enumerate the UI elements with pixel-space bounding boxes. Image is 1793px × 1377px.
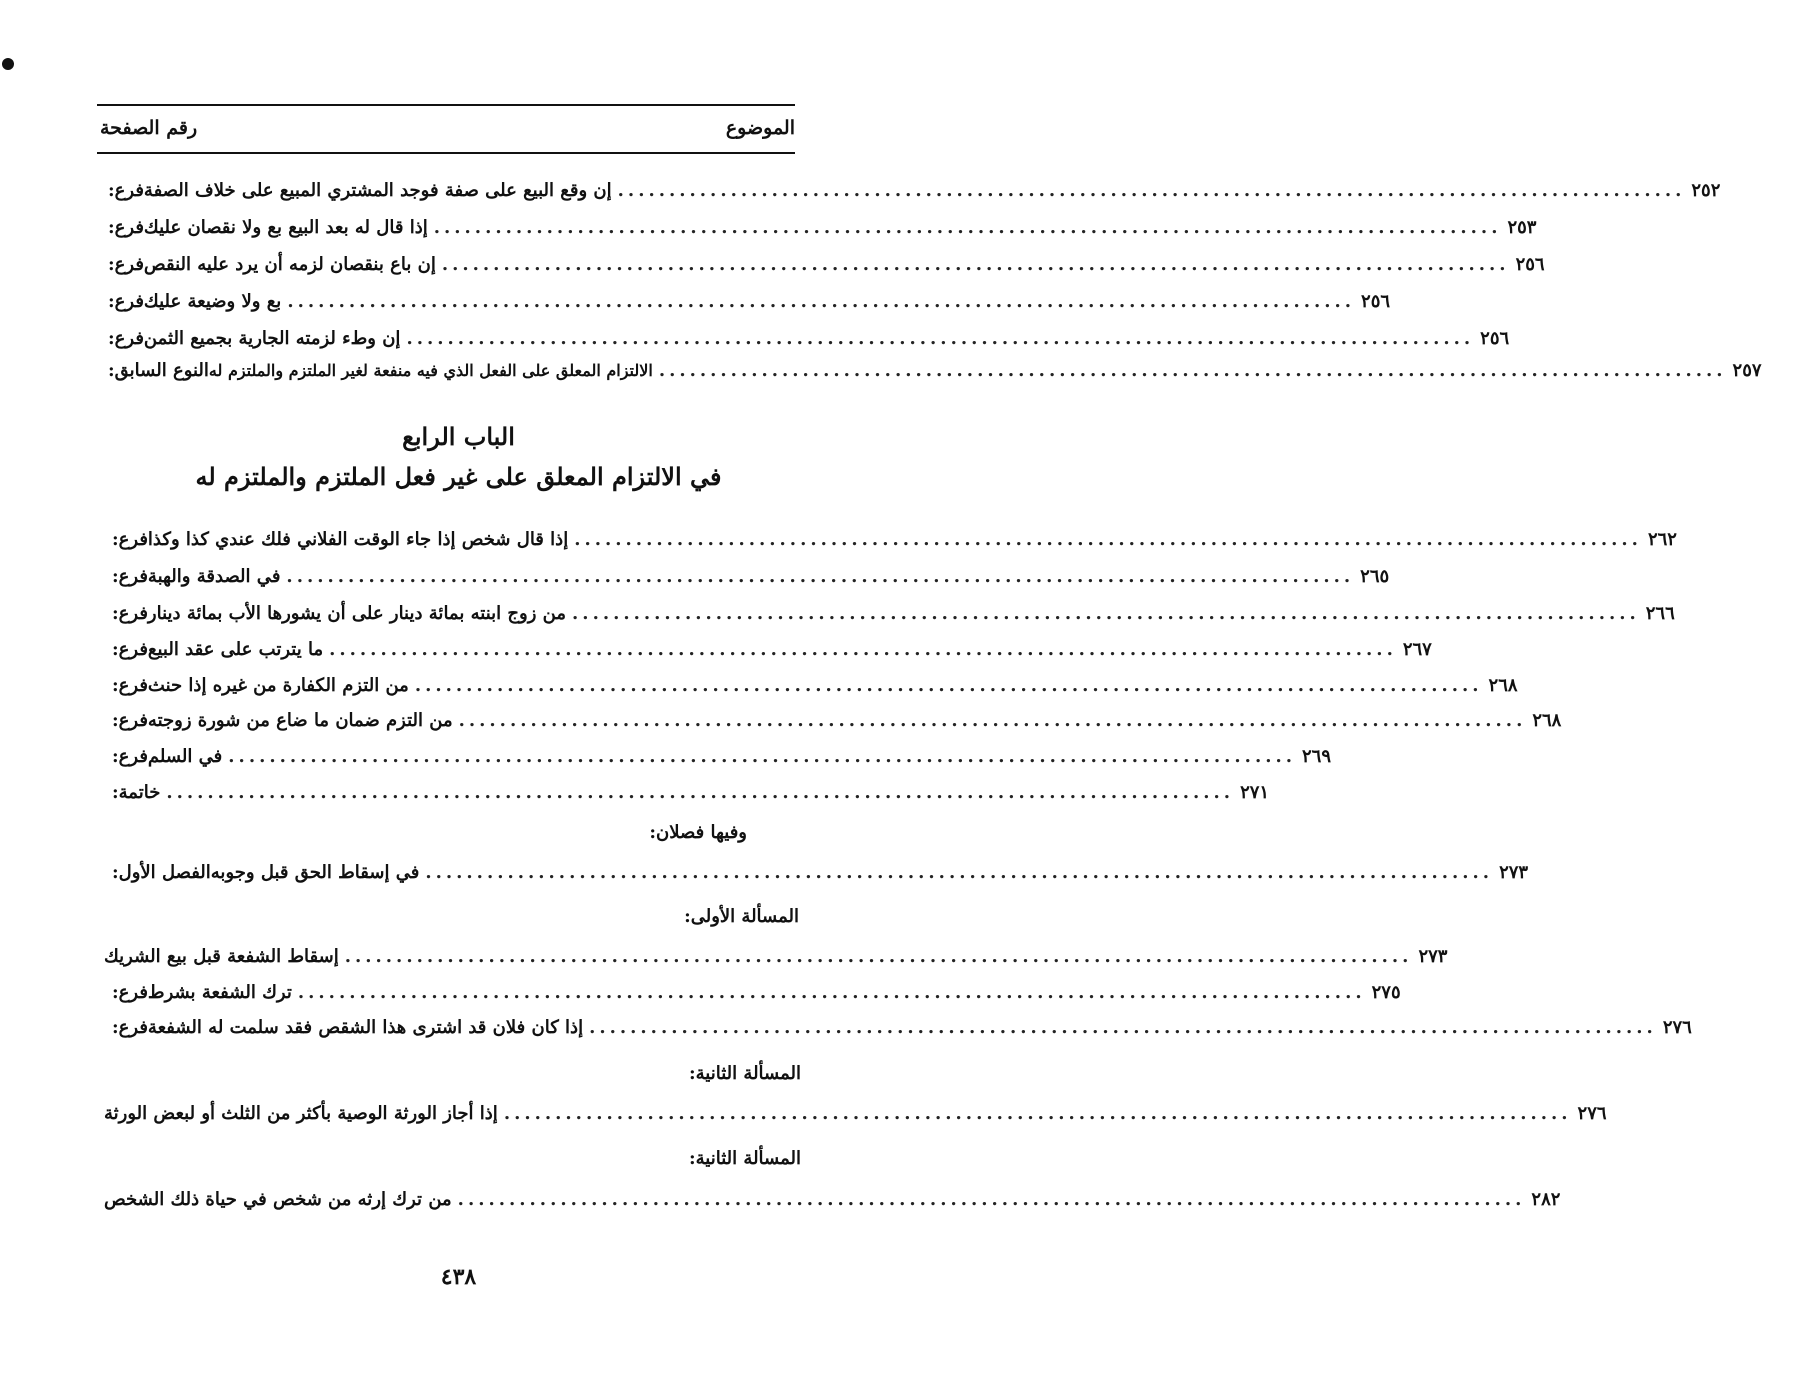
entry-page: ٢٥٦ [1361, 290, 1391, 312]
leader-dots: ........................................................................................................ [406, 327, 1475, 349]
entry-page: ٢٧١ [1240, 781, 1270, 803]
entry-title: في إسقاط الحق قبل وجوبه [210, 861, 420, 883]
leader-dots: ........................................................................................................ [414, 674, 1483, 696]
entry-prefix: فرع: [108, 327, 144, 349]
entry-title: في الصدقة والهبة [147, 565, 281, 587]
entry-prefix: فرع: [108, 290, 144, 312]
leader-dots: ........................................................................................................ [287, 290, 1356, 312]
entry-prefix: فرع: [112, 981, 148, 1003]
chapter-subtitle: في الالتزام المعلق على غير فعل الملتزم والملتزم له [195, 462, 722, 491]
toc-entry [100, 284, 1391, 318]
entry-title: إذا كان فلان قد اشترى هذا الشقص فقد سلمت له الشفعة [147, 1016, 584, 1038]
entry-prefix: خاتمة: [112, 781, 161, 803]
leader-dots: ........................................................................................................ [286, 565, 1355, 587]
toc-entry [104, 1010, 1692, 1044]
entry-prefix: فرع: [112, 674, 148, 696]
leader-dots: ........................................................................................................ [658, 359, 1727, 381]
leader-dots: ........................................................................................................ [425, 861, 1494, 883]
entry-prefix: فرع: [108, 216, 144, 238]
header-top-rule [97, 104, 795, 106]
toc-entry [104, 939, 1448, 973]
toc-entry [104, 739, 1332, 773]
entry-prefix: فرع: [112, 565, 148, 587]
entry-title: إذا أجاز الورثة الوصية بأكثر من الثلث أو لبعض الورثة [104, 1102, 498, 1124]
entry-page: ٢٧٦ [1577, 1102, 1607, 1124]
entry-prefix: فرع: [112, 1016, 148, 1038]
toc-entry [104, 668, 1518, 702]
entry-page: ٢٥٦ [1515, 253, 1545, 275]
issue-two-heading: المسألة الثانية: [689, 1063, 801, 1084]
toc-entry [104, 559, 1390, 593]
entry-page: ٢٦٥ [1360, 565, 1390, 587]
toc-entry [100, 210, 1537, 244]
page-column-label: رقم الصفحة [100, 117, 198, 139]
entry-title: إذا قال شخص إذا جاء الوقت الفلاني فلك عندي كذا وكذا [147, 528, 569, 550]
entry-title: إذا قال له بعد البيع بع ولا نقصان عليك [143, 216, 428, 238]
entry-page: ٢٧٣ [1418, 945, 1448, 967]
entry-prefix: فرع: [108, 179, 144, 201]
toc-entry [104, 1182, 1561, 1216]
subject-column-label: الموضوع [725, 117, 795, 139]
entry-title: الالتزام المعلق على الفعل الذي فيه منفعة لغير الملتزم والملتزم له [208, 360, 653, 380]
entry-page: ٢٧٦ [1662, 1016, 1692, 1038]
leader-dots: ........................................................................................................ [572, 602, 1640, 624]
entry-page: ٢٥٣ [1507, 216, 1537, 238]
leader-dots: ........................................................................................................ [589, 1016, 1657, 1038]
entry-page: ٢٧٣ [1499, 861, 1529, 883]
chapter-title: الباب الرابع [402, 422, 515, 451]
entry-title: بع ولا وضيعة عليك [143, 290, 282, 312]
entry-title: من التزم الكفارة من غيره إذا حنث [147, 674, 409, 696]
entry-title: إن باع بنقصان لزمه أن يرد عليه النقص [143, 253, 436, 275]
toc-entry [104, 855, 1529, 889]
entry-title: إن وطء لزمته الجارية بجميع الثمن [143, 327, 401, 349]
entry-page: ٢٦٩ [1302, 745, 1332, 767]
entry-page: ٢٦٢ [1647, 528, 1677, 550]
leader-dots: ........................................................................................................ [457, 1188, 1526, 1210]
entry-title: ما يترتب على عقد البيع [147, 638, 324, 660]
entry-title: من زوج ابنته بمائة دينار على أن يشورها الأب بمائة دينار [147, 602, 567, 624]
entry-prefix: فرع: [112, 745, 148, 767]
issue-one-heading: المسألة الأولى: [684, 906, 799, 927]
entry-title: من التزم ضمان ما ضاع من شورة زوجته [147, 709, 453, 731]
leader-dots: ........................................................................................................ [297, 981, 1366, 1003]
toc-entry [100, 353, 1762, 387]
toc-entry [104, 775, 1270, 809]
toc-entry [104, 632, 1432, 666]
leader-dots: ........................................................................................................ [617, 179, 1686, 201]
corner-ink-mark [2, 58, 14, 70]
leader-dots: ........................................................................................................ [458, 709, 1527, 731]
toc-entry [100, 173, 1721, 207]
entry-prefix: فرع: [112, 528, 148, 550]
entry-page: ٢٦٨ [1532, 709, 1562, 731]
leader-dots: ........................................................................................................ [574, 528, 1642, 550]
entry-page: ٢٥٢ [1691, 179, 1721, 201]
entry-page: ٢٦٦ [1645, 602, 1675, 624]
entry-page: ٢٨٢ [1531, 1188, 1561, 1210]
entry-prefix: فرع: [112, 602, 148, 624]
toc-entry [104, 703, 1562, 737]
issue-two-heading: المسألة الثانية: [689, 1148, 801, 1169]
entry-prefix: النوع السابق: [108, 359, 209, 381]
toc-entry [104, 596, 1675, 630]
footer-page-number: ٤٣٨ [440, 1264, 477, 1290]
leader-dots: ........................................................................................................ [344, 945, 1413, 967]
sections-intro: وفيها فصلان: [649, 822, 747, 843]
entry-title: إسقاط الشفعة قبل بيع الشريك [104, 945, 339, 967]
entry-prefix: الفصل الأول: [112, 861, 211, 883]
leader-dots: ........................................................................................................ [329, 638, 1397, 660]
entry-page: ٢٥٧ [1732, 359, 1762, 381]
leader-dots: ........................................................................................................ [433, 216, 1502, 238]
toc-entry [104, 1096, 1607, 1130]
entry-page: ٢٦٨ [1488, 674, 1518, 696]
entry-page: ٢٥٦ [1480, 327, 1510, 349]
leader-dots: ........................................................................................................ [503, 1102, 1572, 1124]
header-bottom-rule [97, 152, 795, 154]
leader-dots: ........................................................................................................ [441, 253, 1510, 275]
entry-title: في السلم [147, 745, 223, 767]
leader-dots: ........................................................................................................ [228, 745, 1297, 767]
entry-title: ترك الشفعة بشرط [147, 981, 292, 1003]
leader-dots: ........................................................................................................ [166, 781, 1235, 803]
entry-prefix: فرع: [112, 638, 148, 660]
toc-entry [100, 321, 1510, 355]
entry-title: إن وقع البيع على صفة فوجد المشتري المبيع على خلاف الصفة [143, 179, 612, 201]
entry-title: من ترك إرثه من شخص في حياة ذلك الشخص [104, 1188, 452, 1210]
entry-page: ٢٦٧ [1402, 638, 1432, 660]
entry-prefix: فرع: [112, 709, 148, 731]
entry-page: ٢٧٥ [1371, 981, 1401, 1003]
toc-entry [104, 522, 1677, 556]
toc-entry [100, 247, 1545, 281]
toc-entry [104, 975, 1401, 1009]
entry-prefix: فرع: [108, 253, 144, 275]
